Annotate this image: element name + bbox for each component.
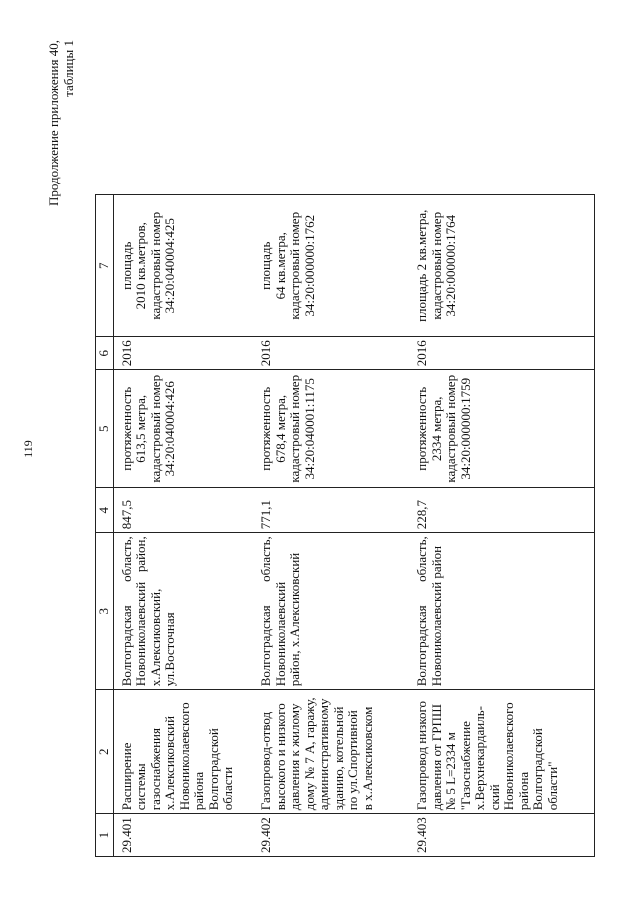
- object-name: Газопровод-отвод высокого и низкого давления к жилому дому № 7 А, гаражу, административному зданию, котельной по ул.Спортивной в х.Алексиковском: [253, 690, 409, 814]
- header-col-5: 5: [96, 370, 114, 488]
- object-year: 2016: [113, 337, 253, 370]
- object-name: Расширение системы газоснабжения х.Алексиковский Новониколаевского района Волгоградской области: [113, 690, 253, 814]
- object-length: 228,7: [409, 488, 594, 533]
- object-characteristics: протяженность 2334 метра, кадастровый номер 34:20:000000:1759: [409, 370, 594, 488]
- object-length: 847,5: [113, 488, 253, 533]
- table-row: [409, 195, 594, 857]
- object-land-plot: площадь 2 кв.метра, кадастровый номер 34:20:000000:1764: [409, 195, 594, 337]
- object-land-plot: площадь 2010 кв.метров, кадастровый номер 34:20:040004:425: [113, 195, 253, 337]
- object-name: Газопровод низкого давления от ГРПШ № 5 L=2334 м "Газоснабжение х.Верхнекардаиль- ский Новониколаевского района Волгоградской области": [409, 690, 594, 814]
- appendix-table: [95, 194, 595, 857]
- header-col-3: 3: [96, 533, 114, 690]
- object-characteristics: протяженность 613,5 метра, кадастровый номер 34:20:040004:426: [113, 370, 253, 488]
- continuation-line-1: Продолжение приложения 40,: [46, 40, 61, 207]
- object-land-plot: площадь 64 кв.метра, кадастровый номер 34:20:000000:1762: [253, 195, 409, 337]
- header-col-7: 7: [96, 195, 114, 337]
- continuation-caption: [46, 40, 76, 206]
- object-year: 2016: [253, 337, 409, 370]
- row-number: 29.402: [253, 814, 409, 857]
- table-header-row: [96, 195, 114, 857]
- header-col-6: 6: [96, 337, 114, 370]
- table-row: [113, 195, 253, 857]
- object-year: 2016: [409, 337, 594, 370]
- header-col-2: 2: [96, 690, 114, 814]
- object-address: Волгоградская область, Новониколаевский район, х.Алексиковский: [253, 533, 409, 690]
- object-address: Волгоградская область, Новониколаевский район, х.Алексиковский, ул.Восточная: [113, 533, 253, 690]
- row-number: 29.403: [409, 814, 594, 857]
- object-length: 771,1: [253, 488, 409, 533]
- continuation-line-2: таблицы 1: [61, 40, 76, 97]
- object-address: Волгоградская область, Новониколаевский район: [409, 533, 594, 690]
- header-col-1: 1: [96, 814, 114, 857]
- table-row: [253, 195, 409, 857]
- row-number: 29.401: [113, 814, 253, 857]
- object-characteristics: протяженность 678,4 метра, кадастровый номер 34:20:040001:1175: [253, 370, 409, 488]
- header-col-4: 4: [96, 488, 114, 533]
- page-number: 119: [21, 440, 35, 458]
